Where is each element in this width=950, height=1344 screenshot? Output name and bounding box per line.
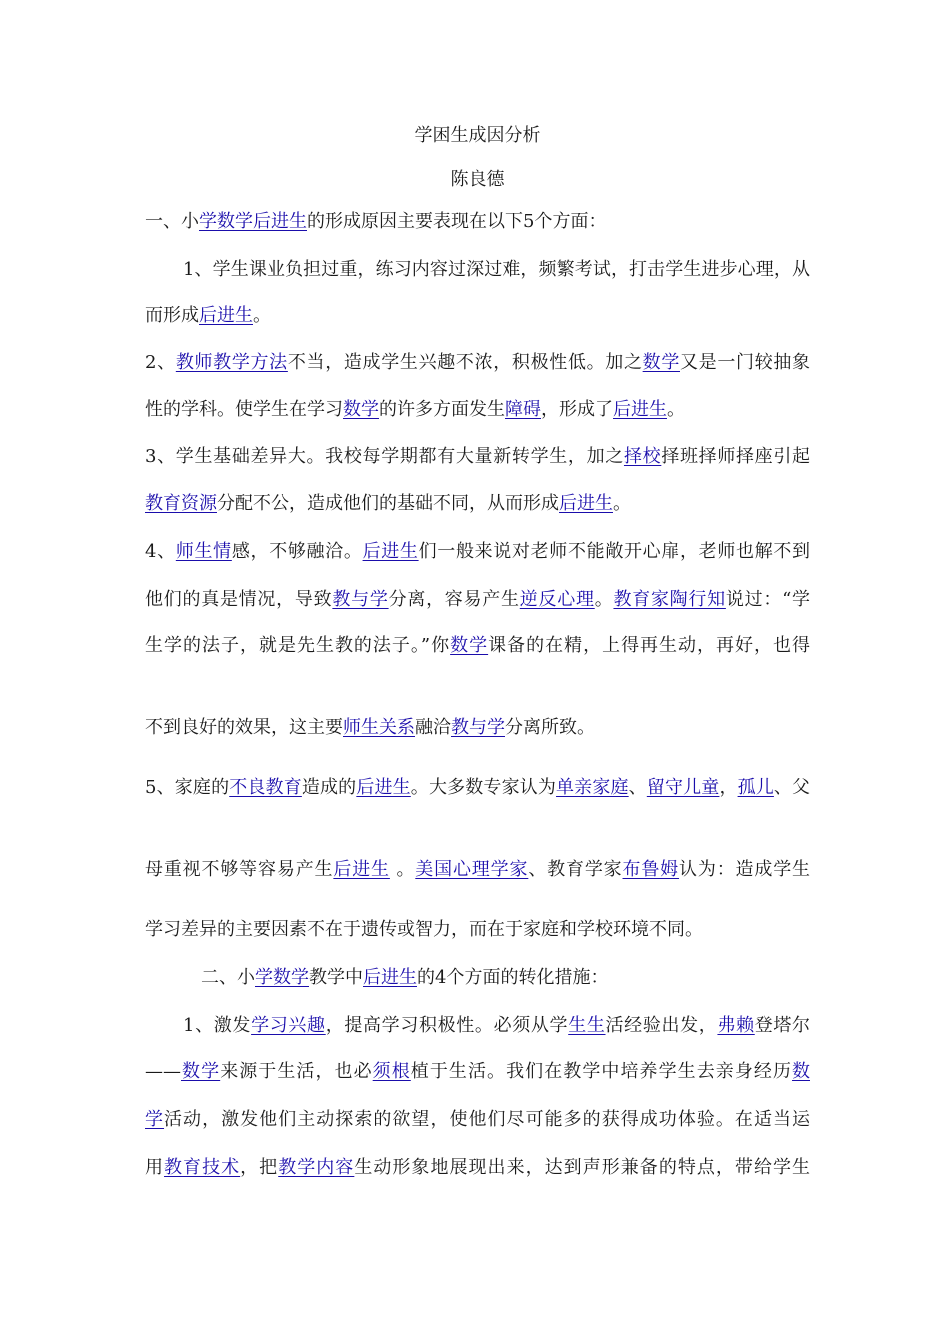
text-run: 、教育学家 [528, 859, 623, 880]
paragraph-line [145, 1156, 810, 1180]
text-run: 、父 [773, 777, 810, 798]
text-run: 造成的 [301, 777, 357, 798]
text-run: 认为：造成学生 [679, 859, 810, 880]
keyword-link[interactable]: 后进生 [333, 859, 390, 880]
text-run: 们一般来说对老师不能敞开心扉，老师也解不到 [418, 541, 810, 562]
keyword-link[interactable]: 师生情 [175, 541, 232, 562]
keyword-link[interactable]: 数学 [343, 399, 379, 420]
text-run: 感，不够融洽。 [231, 541, 363, 562]
keyword-link[interactable]: 后进生 [363, 967, 417, 988]
text-run: 。 [253, 305, 271, 326]
keyword-link[interactable]: 学数学 [255, 967, 309, 988]
text-run: 。 [594, 589, 614, 610]
keyword-link[interactable]: 教与学 [332, 589, 389, 610]
keyword-link[interactable]: 美国心理学家 [415, 859, 529, 880]
keyword-link[interactable]: 孤儿 [737, 777, 774, 798]
text-run: 他们的真是情况，导致 [145, 589, 333, 610]
paragraph-line [145, 716, 810, 740]
keyword-link[interactable]: 学 [145, 1109, 165, 1130]
text-run: 学习差异的主要因素不在于遗传或智力，而在于家庭和学校环境不同。 [145, 919, 703, 940]
text-run: 一、小 [145, 211, 199, 232]
paragraph-line [145, 398, 810, 422]
keyword-link[interactable]: 学习兴趣 [251, 1015, 326, 1036]
text-run: 又是一门较抽象 [680, 352, 810, 373]
text-run: 不当，造成学生兴趣不浓，积极性低。加之 [287, 352, 643, 373]
text-run: 。 [613, 493, 631, 514]
text-run: 1、激发 [183, 1015, 252, 1036]
text-run: 生学的法子，就是先生教的法子。”你 [145, 635, 451, 656]
text-run: 课备的在精，上得再生动，再好，也得 [488, 635, 810, 656]
paragraph-line [145, 1108, 810, 1132]
keyword-link[interactable]: 数学 [450, 635, 489, 656]
text-run: 学困生成因分析 [414, 125, 541, 146]
paragraph-line [145, 966, 810, 990]
text-run: 2、 [145, 352, 176, 373]
keyword-link[interactable]: 后进生 [199, 305, 253, 326]
keyword-link[interactable]: 数 [792, 1061, 810, 1082]
text-run: 分离所致。 [505, 717, 595, 738]
keyword-link[interactable]: 教育技术 [164, 1157, 241, 1178]
text-run: 用 [145, 1157, 165, 1178]
text-run: 说过：“学 [725, 589, 810, 610]
paragraph-line [145, 918, 810, 942]
text-run: 、 [628, 777, 647, 798]
text-run: 5、家庭的 [145, 777, 230, 798]
keyword-link[interactable]: 逆反心理 [519, 589, 595, 610]
paragraph-line [145, 634, 810, 658]
keyword-link[interactable]: 数学 [642, 352, 680, 373]
keyword-link[interactable]: 后进生 [356, 777, 411, 798]
keyword-link[interactable]: 后进生 [613, 399, 667, 420]
text-run: ，形成了 [541, 399, 613, 420]
text-run: 分配不公，造成他们的基础不同，从而形成 [217, 493, 559, 514]
keyword-link[interactable]: 单亲家庭 [556, 777, 629, 798]
text-run: 而形成 [145, 305, 199, 326]
keyword-link[interactable]: 学数学后进生 [199, 211, 307, 232]
text-run: 生动形象地展现出来，达到声形兼备的特点，带给学生 [354, 1157, 810, 1178]
keyword-link[interactable]: 生生 [568, 1015, 606, 1036]
paragraph-line [145, 588, 810, 612]
document-author [145, 168, 810, 192]
paragraph-line [145, 258, 810, 282]
text-run: 融洽 [415, 717, 451, 738]
keyword-link[interactable]: 后进生 [559, 493, 613, 514]
text-run: 。大多数专家认为 [410, 777, 557, 798]
text-run: 母重视不够等容易产生 [145, 859, 334, 880]
text-run: 陈良德 [450, 169, 505, 190]
keyword-link[interactable]: 后进生 [362, 541, 419, 562]
text-run: ， [719, 777, 738, 798]
text-run: 植于生活。我们在教学中培养学生去亲身经历 [410, 1061, 793, 1082]
text-run: ，提高学习积极性。必须从学 [325, 1015, 569, 1036]
text-run: 来源于生活，也必 [220, 1061, 373, 1082]
keyword-link[interactable]: 教育资源 [145, 493, 217, 514]
text-run: 1、学生课业负担过重，练习内容过深过难，频繁考试，打击学生进步心理，从 [183, 259, 810, 280]
paragraph-line [145, 304, 810, 328]
text-run: 择班择师择座引起 [661, 446, 810, 467]
keyword-link[interactable]: 择校 [623, 446, 662, 467]
text-run: —— [145, 1061, 181, 1082]
keyword-link[interactable]: 数学 [181, 1061, 221, 1082]
keyword-link[interactable]: 留守儿童 [646, 777, 720, 798]
keyword-link[interactable]: 教学内容 [278, 1157, 355, 1178]
document-title [145, 124, 810, 148]
text-run: 登塔尔 [754, 1015, 810, 1036]
keyword-link[interactable]: 教育家陶行知 [613, 589, 726, 610]
text-run: 的形成原因主要表现在以下5个方面： [307, 211, 607, 232]
text-run: 的4个方面的转化措施： [417, 967, 609, 988]
text-run: 分离，容易产生 [388, 589, 520, 610]
paragraph-line [145, 540, 810, 564]
text-run: 的许多方面发生 [379, 399, 505, 420]
text-run: 活动，激发他们主动探索的欲望，使他们尽可能多的获得成功体验。在适当运 [164, 1109, 810, 1130]
text-run: 。 [389, 859, 416, 880]
paragraph-line [145, 351, 810, 375]
text-run: 二、小 [201, 967, 255, 988]
paragraph-line [145, 776, 810, 800]
keyword-link[interactable]: 须根 [372, 1061, 411, 1082]
keyword-link[interactable]: 教师教学方法 [175, 352, 288, 373]
keyword-link[interactable]: 障碍 [505, 399, 541, 420]
paragraph-line [145, 1014, 810, 1038]
text-run: ，把 [240, 1157, 279, 1178]
paragraph-line [145, 858, 810, 882]
keyword-link[interactable]: 师生关系 [343, 717, 415, 738]
text-run: 性的学科。使学生在学习 [145, 399, 343, 420]
text-run: 不到良好的效果，这主要 [145, 717, 343, 738]
paragraph-line [145, 445, 810, 469]
keyword-link[interactable]: 不良教育 [229, 777, 302, 798]
text-run: 活经验出发， [605, 1015, 718, 1036]
keyword-link[interactable]: 教与学 [451, 717, 505, 738]
paragraph-line [145, 1060, 810, 1084]
keyword-link[interactable]: 弗赖 [717, 1015, 755, 1036]
text-run: 4、 [145, 541, 176, 562]
text-run: 教学中 [309, 967, 363, 988]
paragraph-line [145, 492, 810, 516]
text-run: 3、学生基础差异大。我校每学期都有大量新转学生，加之 [145, 446, 624, 467]
paragraph-line [145, 210, 810, 234]
keyword-link[interactable]: 布鲁姆 [622, 859, 680, 880]
text-run: 。 [667, 399, 685, 420]
